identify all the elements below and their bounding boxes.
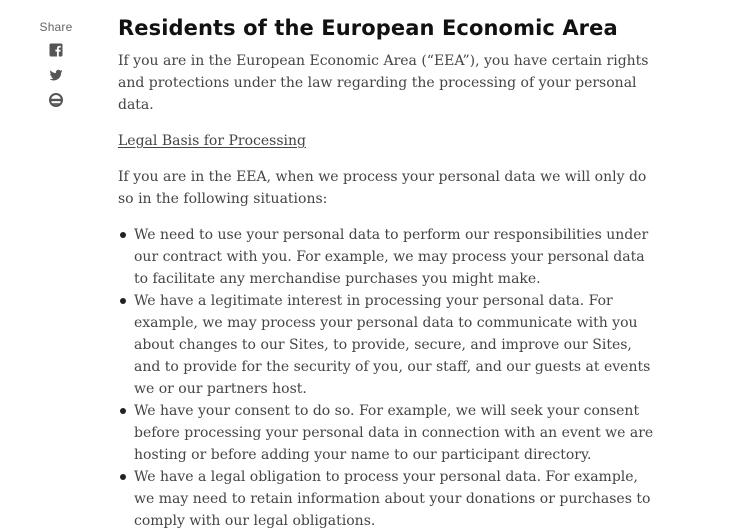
twitter-icon[interactable] xyxy=(48,67,64,83)
list-item-contract: We need to use your personal data to perform our responsibilities under our contract with you. For example, we may process your personal data to facilitate any merchandise purchases you might make. xyxy=(134,224,658,290)
list-item-consent: We have your consent to do so. For example, we will seek your consent before processing your personal data in connection with an event we are hosting or before adding your name to our participant directory. xyxy=(134,400,658,466)
share-label: Share xyxy=(39,20,73,34)
list-item-legitimate-interest: We have a legitimate interest in processing your personal data. For example, we may process your personal data to communicate with you about changes to our Sites, to provide, secure, and improve our Sites, and to provide for the security of you, our staff, and our guests at events we or our partners host. xyxy=(134,290,658,400)
list-item-legal-obligation: We have a legal obligation to process your personal data. For example, we may need to retain information about your donations or purchases to comply with our legal obligations. xyxy=(134,466,658,532)
facebook-icon[interactable] xyxy=(48,42,64,58)
lead-paragraph: If you are in the EEA, when we process your personal data we will only do so in the following situations: xyxy=(118,169,647,207)
article xyxy=(118,16,658,532)
share-network-icon[interactable] xyxy=(48,92,64,108)
situations-list xyxy=(118,224,658,532)
legal-basis-subheading: Legal Basis for Processing xyxy=(118,133,306,149)
page-title: Residents of the European Economic Area xyxy=(118,16,618,40)
intro-paragraph: If you are in the European Economic Area (“EEA”), you have certain rights and protections under the law regarding the processing of your personal data. xyxy=(118,53,649,113)
share-rail xyxy=(34,20,78,117)
